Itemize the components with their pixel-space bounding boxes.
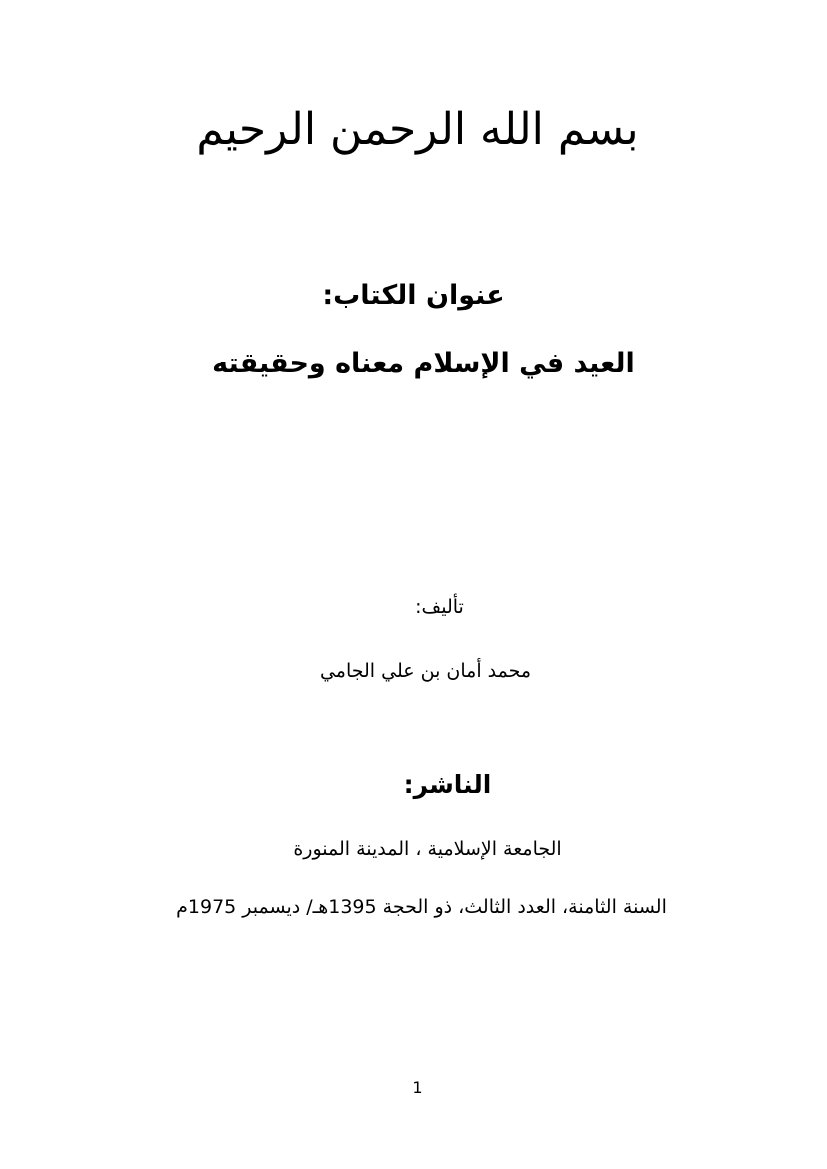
basmala: [0, 104, 827, 157]
page-number: 1: [412, 1078, 423, 1097]
issue-info: السنة الثامنة، العدد الثالث، ذو الحجة 1395هـ/ ديسمبر 1975م: [176, 896, 667, 918]
book-title: العيد في الإسلام معناه وحقيقته: [212, 348, 635, 379]
author-name: محمد أمان بن علي الجامي: [319, 660, 532, 682]
publisher-name: الجامعة الإسلامية ، المدينة المنورة: [293, 838, 562, 860]
author-label: تأليف:: [415, 596, 464, 618]
publisher-label: الناشر:: [403, 770, 492, 799]
title-label: عنوان الكتاب:: [322, 280, 505, 311]
basmala-text: بسم الله الرحمن الرحيم: [196, 104, 639, 155]
